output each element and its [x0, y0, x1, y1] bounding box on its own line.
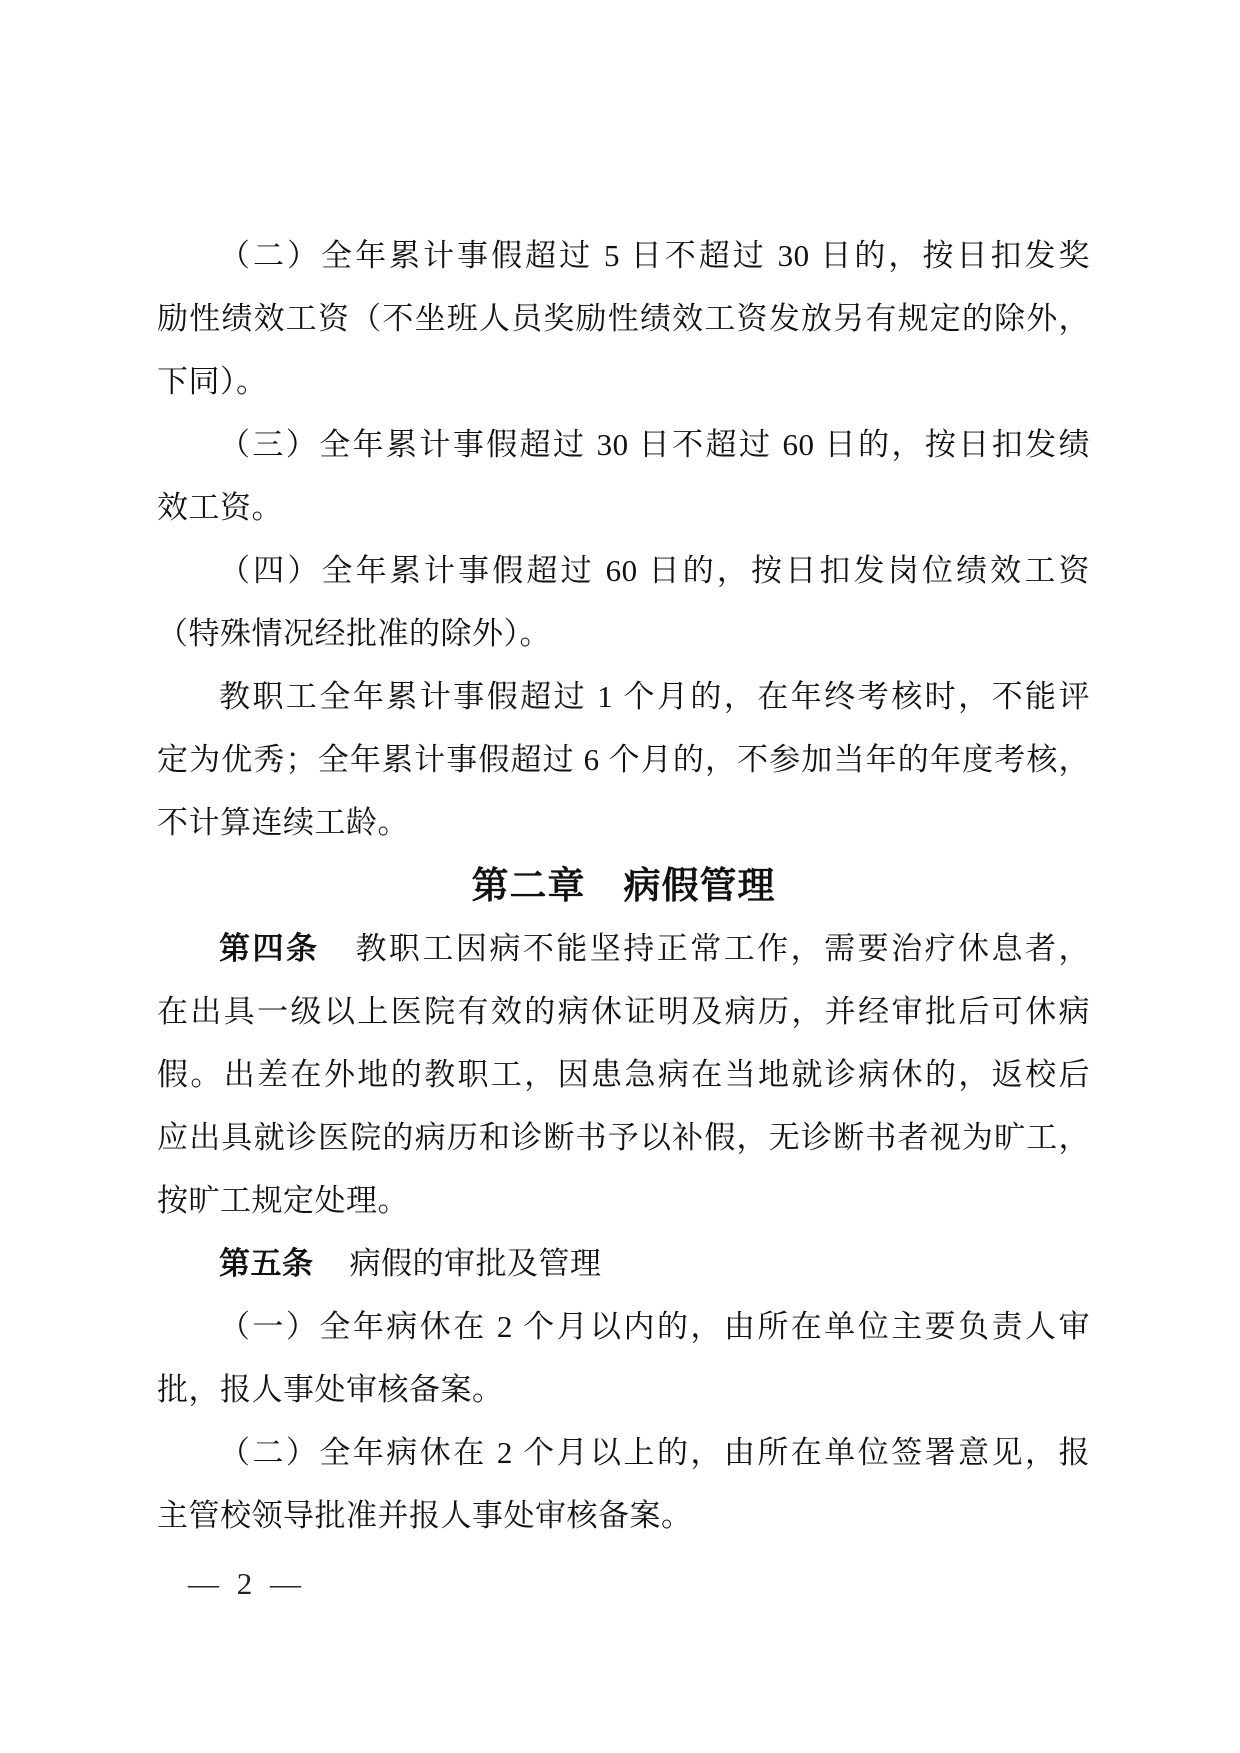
paragraph-item-2-line-1: （二）全年累计事假超过 5 日不超过 30 日的，按日扣发奖 — [219, 238, 1090, 273]
paragraph-item-3-line-1: （三）全年累计事假超过 30 日不超过 60 日的，按日扣发绩 — [219, 427, 1090, 462]
paragraph-sick-item-1-line-2: 批，报人事处审核备案。 — [157, 1372, 504, 1407]
paragraph-sick-item-2-line-2: 主管校领导批准并报人事处审核备案。 — [157, 1498, 693, 1533]
page-number: — 2 — — [188, 1566, 301, 1601]
paragraph-item-4-line-1: （四）全年累计事假超过 60 日的，按日扣发岗位绩效工资 — [219, 553, 1090, 588]
paragraph-sick-item-1-line-1: （一）全年病休在 2 个月以内的，由所在单位主要负责人审 — [219, 1309, 1090, 1344]
paragraph-assessment-line-1: 教职工全年累计事假超过 1 个月的，在年终考核时，不能评 — [219, 679, 1090, 714]
article-4-line-1 — [157, 917, 1090, 980]
article-5-label: 第五条 — [219, 1246, 314, 1281]
article-5-line-1 — [157, 1232, 1090, 1295]
paragraph-item-4-line-2: （特殊情况经批准的除外）。 — [157, 616, 551, 651]
paragraph-assessment-line-2: 定为优秀；全年累计事假超过 6 个月的，不参加当年的年度考核， — [157, 742, 1090, 777]
article-4-label: 第四条 — [219, 931, 320, 966]
document-body — [157, 224, 1090, 1547]
article-4-line-5: 按旷工规定处理。 — [157, 1183, 409, 1218]
paragraph-item-2-line-2: 励性绩效工资（不坐班人员奖励性绩效工资发放另有规定的除外， — [157, 301, 1090, 336]
article-4-line-2: 在出具一级以上医院有效的病休证明及病历，并经审批后可休病 — [157, 994, 1090, 1029]
paragraph-assessment-line-3: 不计算连续工龄。 — [157, 805, 409, 840]
paragraph-item-3-line-2: 效工资。 — [157, 490, 283, 525]
article-4-line-4: 应出具就诊医院的病历和诊断书予以补假，无诊断书者视为旷工， — [157, 1120, 1090, 1155]
article-4-line-3: 假。出差在外地的教职工，因患急病在当地就诊病休的，返校后 — [157, 1057, 1090, 1092]
article-4-text: 教职工因病不能坚持正常工作，需要治疗休息者， — [355, 931, 1090, 966]
paragraph-sick-item-2-line-1: （二）全年病休在 2 个月以上的，由所在单位签署意见，报 — [219, 1435, 1090, 1470]
chapter-2-heading: 第二章 病假管理 — [471, 865, 776, 906]
paragraph-item-2-line-3: 下同）。 — [157, 364, 268, 399]
article-5-text: 病假的审批及管理 — [349, 1246, 602, 1281]
